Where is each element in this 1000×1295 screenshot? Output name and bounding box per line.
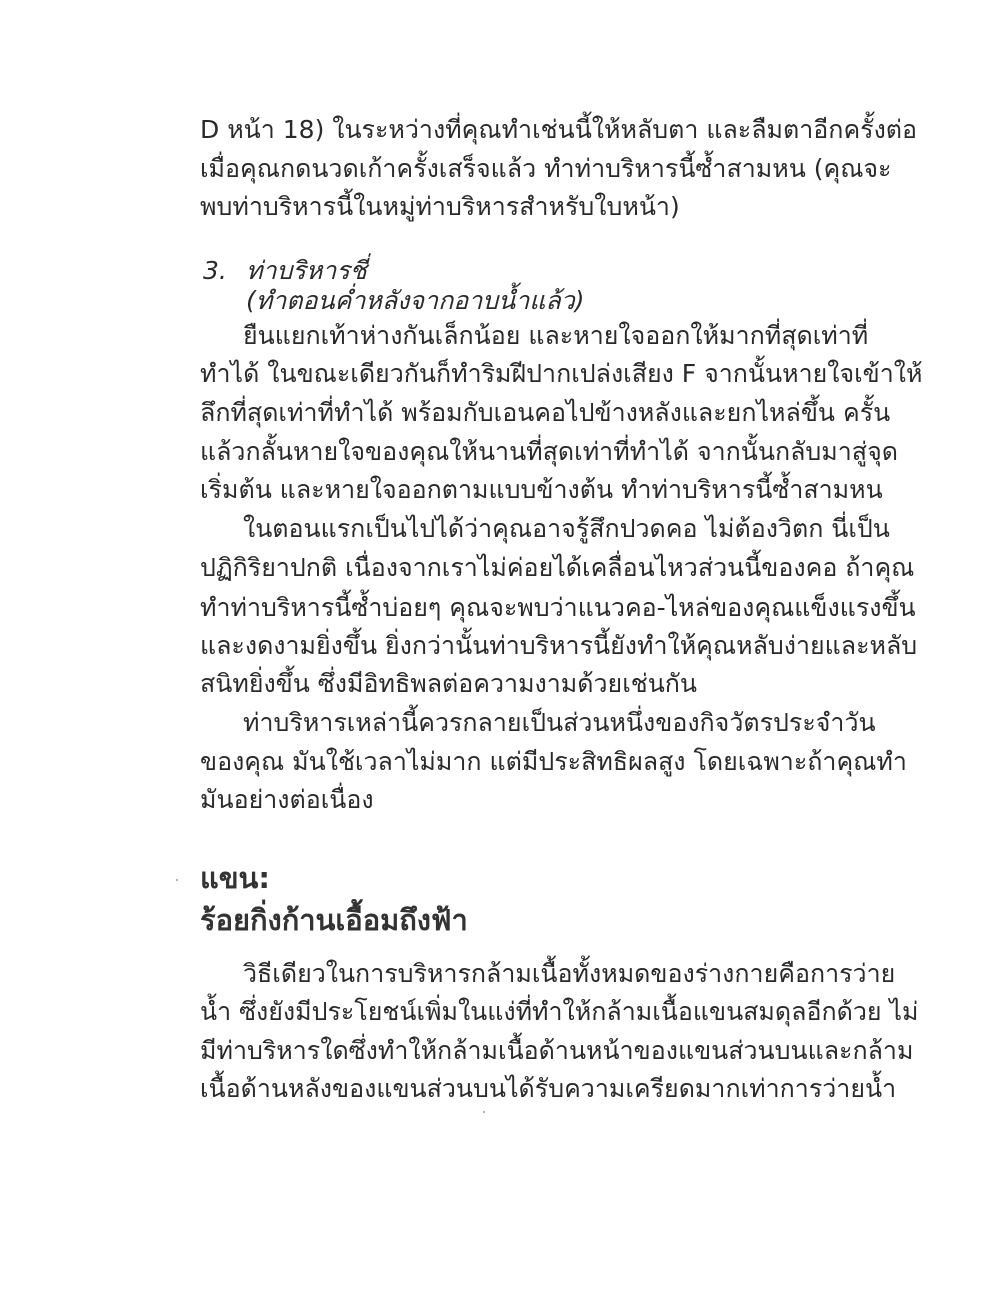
exercise-subtitle: (ทำตอนค่ำหลังจากอาบน้ำแล้ว) bbox=[246, 286, 585, 315]
text-line: เริ่มต้น และหายใจออกตามแบบข้างต้น ทำท่าบริหารนี้ซ้ำสามหน bbox=[200, 475, 883, 504]
text-line: ลึกที่สุดเท่าที่ทำได้ พร้อมกับเอนคอไปข้างหลังและยกไหล่ขึ้น ครั้น bbox=[200, 398, 891, 427]
text-line: วิธีเดียวในการบริหารกล้ามเนื้อทั้งหมดของร่างกายคือการว่าย bbox=[243, 959, 896, 988]
scan-speck bbox=[176, 879, 178, 881]
text-line: เมื่อคุณกดนวดเก้าครั้งเสร็จแล้ว ทำท่าบริหารนี้ซ้ำสามหน (คุณจะ bbox=[200, 154, 892, 183]
text-line: D หน้า 18) ในระหว่างที่คุณทำเช่นนี้ให้หลับตา และลืมตาอีกครั้งต่อ bbox=[200, 115, 918, 144]
text-line: มีท่าบริหารใดซึ่งทำให้กล้ามเนื้อด้านหน้าของแขนส่วนบนและกล้าม bbox=[200, 1036, 914, 1065]
section-subheading: ร้อยกิ่งก้านเอื้อมถึงฟ้า bbox=[200, 903, 468, 937]
section-heading: แขน: bbox=[200, 861, 270, 895]
text-line: มันอย่างต่อเนื่อง bbox=[200, 785, 374, 814]
scan-speck bbox=[483, 1111, 485, 1113]
text-line: ปฏิกิริยาปกติ เนื่องจากเราไม่ค่อยได้เคลื่อนไหวส่วนนี้ของคอ ถ้าคุณ bbox=[200, 553, 915, 582]
text-line: ยืนแยกเท้าห่างกันเล็กน้อย และหายใจออกให้มากที่สุดเท่าที่ bbox=[243, 321, 869, 350]
text-line: แล้วกลั้นหายใจของคุณให้นานที่สุดเท่าที่ทำได้ จากนั้นกลับมาสู่จุด bbox=[200, 437, 898, 466]
text-line: ในตอนแรกเป็นไปได้ว่าคุณอาจรู้สึกปวดคอ ไม่ต้องวิตก นี่เป็น bbox=[243, 514, 890, 543]
text-line: เนื้อด้านหลังของแขนส่วนบนได้รับความเครียดมากเท่าการว่ายน้ำ bbox=[200, 1074, 897, 1103]
text-line: สนิทยิ่งขึ้น ซึ่งมีอิทธิพลต่อความงามด้วยเช่นกัน bbox=[200, 669, 698, 698]
text-line: ทำได้ ในขณะเดียวกันก็ทำริมฝีปากเปล่งเสียง F จากนั้นหายใจเข้าให้ bbox=[200, 359, 923, 388]
exercise-title: ท่าบริหารชี่ bbox=[246, 256, 367, 285]
text-line: น้ำ ซึ่งยังมีประโยชน์เพิ่มในแง่ที่ทำให้กล้ามเนื้อแขนสมดุลอีกด้วย ไม่ bbox=[200, 997, 919, 1026]
text-line: ของคุณ มันใช้เวลาไม่มาก แต่มีประสิทธิผลสูง โดยเฉพาะถ้าคุณทำ bbox=[200, 747, 907, 776]
text-line: ทำท่าบริหารนี้ซ้ำบ่อยๆ คุณจะพบว่าแนวคอ-ไหล่ของคุณแข็งแรงขึ้น bbox=[200, 593, 916, 622]
text-line: และงดงามยิ่งขึ้น ยิ่งกว่านั้นท่าบริหารนี้ยังทำให้คุณหลับง่ายและหลับ bbox=[200, 631, 918, 660]
exercise-number: 3. bbox=[203, 256, 227, 285]
text-line: พบท่าบริหารนี้ในหมู่ท่าบริหารสำหรับใบหน้า) bbox=[200, 192, 680, 221]
text-line: ท่าบริหารเหล่านี้ควรกลายเป็นส่วนหนึ่งของกิจวัตรประจำวัน bbox=[243, 708, 876, 737]
